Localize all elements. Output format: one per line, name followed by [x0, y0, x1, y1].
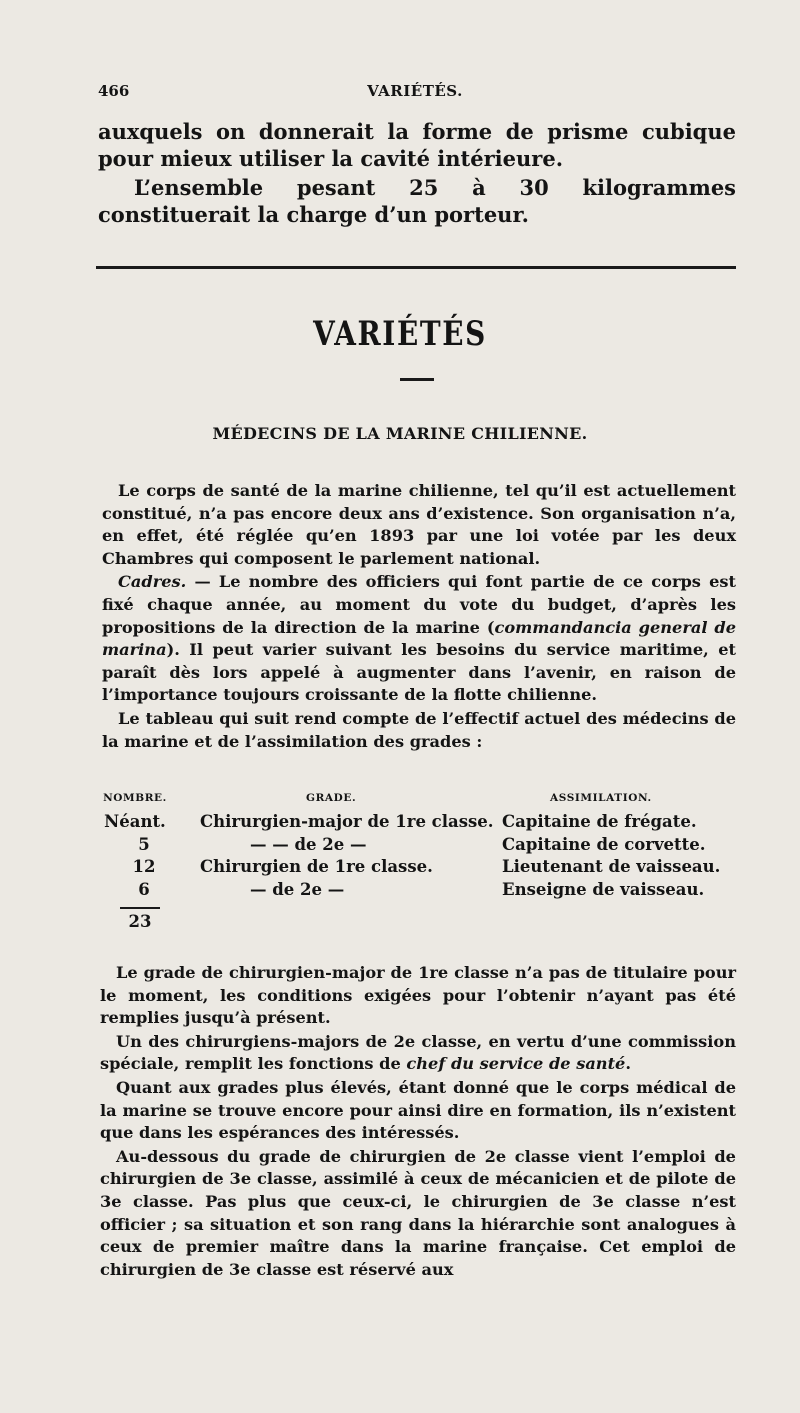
- header-nombre: NOMBRE.: [103, 792, 167, 804]
- article-body: [102, 480, 736, 753]
- paragraph: Un des chirurgiens-majors de 2e classe, en vertu d’une commission spéciale, remplit les fonctions de chef du service de santé.: [100, 1031, 736, 1074]
- paragraph: Le tableau qui suit rend compte de l’effectif actuel des médecins de la marine et de l’assimilation des grades :: [102, 708, 736, 751]
- sum-rule: [120, 907, 160, 909]
- table-row: 5 — — de 2e — Capitaine de corvette.: [138, 834, 706, 854]
- continued-text: [98, 118, 736, 228]
- table-row: Néant. Chirurgien-major de 1re classe. Capitaine de frégate.: [104, 812, 697, 831]
- paragraph: Le grade de chirurgien-major de 1re classe n’a pas de titulaire pour le moment, les conditions exigées pour l’obtenir n’ayant pas été remplies jusqu’à présent.: [100, 963, 736, 1028]
- paragraph: Cadres. — Le nombre des officiers qui font partie de ce corps est fixé chaque année, au moment du vote du budget, d’après les propositions de la direction de la marine (commandancia general de marina). Il peut varier suivant les besoins du service maritime, et paraît dès lors appelé à augmenter dans l’avenir, en raison de l’importance toujours croissante de la flotte chilienne.: [102, 572, 737, 705]
- running-title: VARIÉTÉS.: [367, 82, 463, 100]
- ranks-table: [100, 792, 736, 931]
- page-number: 466: [98, 82, 130, 100]
- table-row: 6 — de 2e — Enseigne de vaisseau.: [138, 879, 705, 899]
- header-assimilation: ASSIMILATION.: [550, 792, 652, 804]
- cadres-label: Cadres.: [118, 572, 187, 592]
- section-title: VARIÉTÉS: [313, 314, 487, 354]
- article-title: MÉDECINS DE LA MARINE CHILIENNE.: [212, 424, 588, 443]
- paragraph: Quant aux grades plus élevés, étant donné que le corps médical de la marine se trouve encore pour ainsi dire en formation, ils n’existent que dans les espérances des intéressés.: [100, 1077, 736, 1143]
- article-body-continued: [100, 962, 736, 1281]
- continued-paragraph: auxquels on donnerait la forme de prisme cubique pour mieux utiliser la cavité intérieure.: [98, 119, 736, 171]
- continued-paragraph: L’ensemble pesant 25 à 30 kilogrammes constituerait la charge d’un porteur.: [98, 175, 736, 227]
- section-divider: [96, 266, 736, 269]
- table-row: 12 Chirurgien de 1re classe. Lieutenant de vaisseau.: [132, 857, 721, 876]
- table-header: [100, 792, 736, 812]
- paragraph: Le corps de santé de la marine chilienne, tel qu’il est actuellement constitué, n’a pas encore deux ans d’existence. Son organisation n’a, en effet, été réglée qu’en 1893 par une loi votée par les deux Chambres qui composent le parlement national.: [102, 481, 736, 568]
- title-dash: [400, 378, 434, 381]
- table-total: 23: [128, 912, 152, 931]
- header-grade: GRADE.: [306, 792, 357, 804]
- paragraph: Au-dessous du grade de chirurgien de 2e classe vient l’emploi de chirurgien de 3e classe, assimilé à ceux de mécanicien et de pilote de 3e classe. Pas plus que ceux-ci, le chirurgien de 3e classe n’est officier ; sa situation et son rang dans la hiérarchie sont analogues à ceux de premier maître dans la marine française. Cet emploi de chirurgien de 3e classe est réservé aux: [100, 1146, 736, 1279]
- page-header: [98, 82, 732, 110]
